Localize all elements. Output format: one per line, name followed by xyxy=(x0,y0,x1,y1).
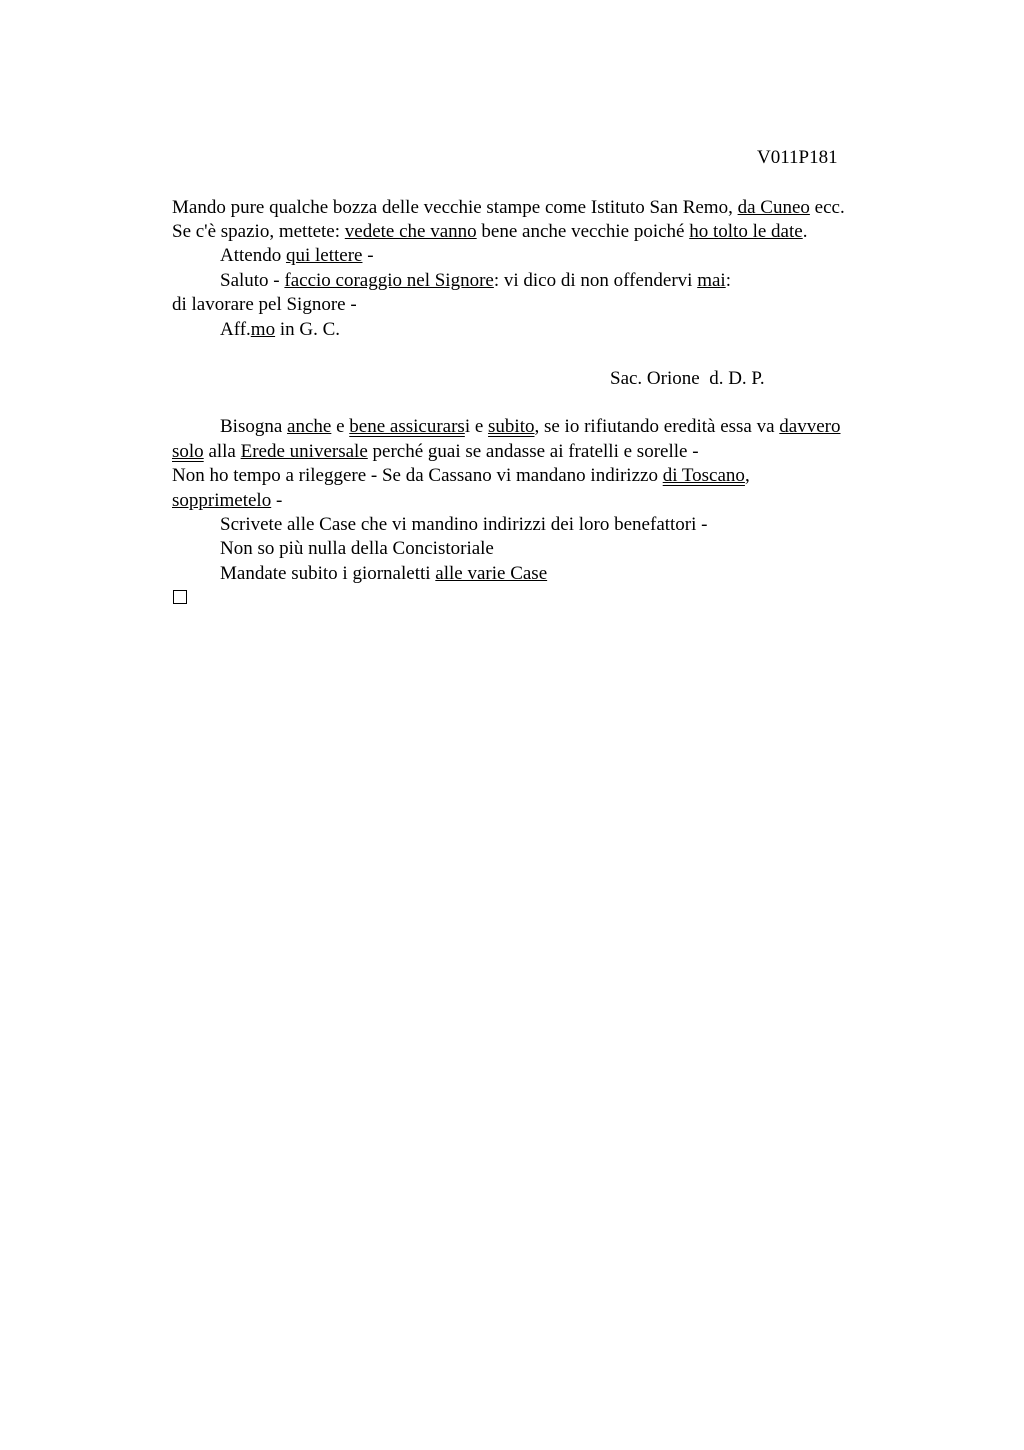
double-underlined-text: di Toscano xyxy=(662,465,745,486)
page-reference: V011P181 xyxy=(757,147,838,168)
text-line xyxy=(220,244,374,268)
double-underlined-text: solo xyxy=(172,441,204,462)
text: - xyxy=(271,490,283,511)
signature: Sac. Orione d. D. P. xyxy=(610,368,765,389)
underlined-text: sopprimetelo xyxy=(172,490,272,511)
underlined-text: Erede universale xyxy=(240,441,368,462)
underlined-text: faccio coraggio nel Signore xyxy=(284,270,494,291)
text: : vi dico di non offendervi xyxy=(493,270,698,291)
underlined-text: alle varie Case xyxy=(435,563,548,584)
underlined-text: qui lettere xyxy=(285,245,363,266)
double-underlined-text: subito xyxy=(488,416,535,437)
text: ecc. xyxy=(809,197,845,218)
text-line xyxy=(172,220,807,244)
underlined-text: vedete che vanno xyxy=(344,221,477,242)
text-line xyxy=(172,464,750,488)
text-line xyxy=(220,415,841,439)
underlined-text: mai xyxy=(697,270,726,291)
text-line xyxy=(220,562,547,586)
text: : xyxy=(725,270,731,291)
end-marker-box-icon xyxy=(173,590,187,604)
underlined-text: davvero xyxy=(779,416,841,437)
text-line xyxy=(172,489,282,513)
underlined-text: da Cuneo xyxy=(737,197,810,218)
text: Non ho tempo a rileggere - Se da Cassano vi mandano indirizzo xyxy=(172,465,663,486)
text: - xyxy=(362,245,374,266)
text: bene anche vecchie poiché xyxy=(476,221,690,242)
text: Aff. xyxy=(220,319,251,340)
text: alla xyxy=(203,441,241,462)
text-line: di lavorare pel Signore - xyxy=(172,294,357,315)
text-line xyxy=(220,269,731,293)
text-line xyxy=(172,196,845,220)
underlined-text: ho tolto le date xyxy=(689,221,803,242)
text: , se io rifiutando eredità essa va xyxy=(534,416,780,437)
text: , xyxy=(744,465,750,486)
text: i e xyxy=(464,416,489,437)
text: Se c'è spazio, mettete: xyxy=(172,221,345,242)
underlined-text: anche xyxy=(287,416,332,437)
text-line xyxy=(172,440,699,464)
text: Bisogna xyxy=(220,416,288,437)
text-line: Non so più nulla della Concistoriale xyxy=(220,538,494,559)
text: Attendo xyxy=(220,245,286,266)
text: Mandate subito i giornaletti xyxy=(220,563,436,584)
underlined-text: mo xyxy=(250,319,276,340)
text: perché guai se andasse ai fratelli e sorelle - xyxy=(367,441,699,462)
text: Mando pure qualche bozza delle vecchie stampe come Istituto San Remo, xyxy=(172,197,738,218)
text: . xyxy=(802,221,808,242)
text: e xyxy=(331,416,350,437)
text: in G. C. xyxy=(275,319,341,340)
text-line xyxy=(220,318,340,342)
text: Saluto - xyxy=(220,270,285,291)
double-underlined-text: bene assicurars xyxy=(349,416,465,437)
text-line: Scrivete alle Case che vi mandino indirizzi dei loro benefattori - xyxy=(220,514,708,535)
